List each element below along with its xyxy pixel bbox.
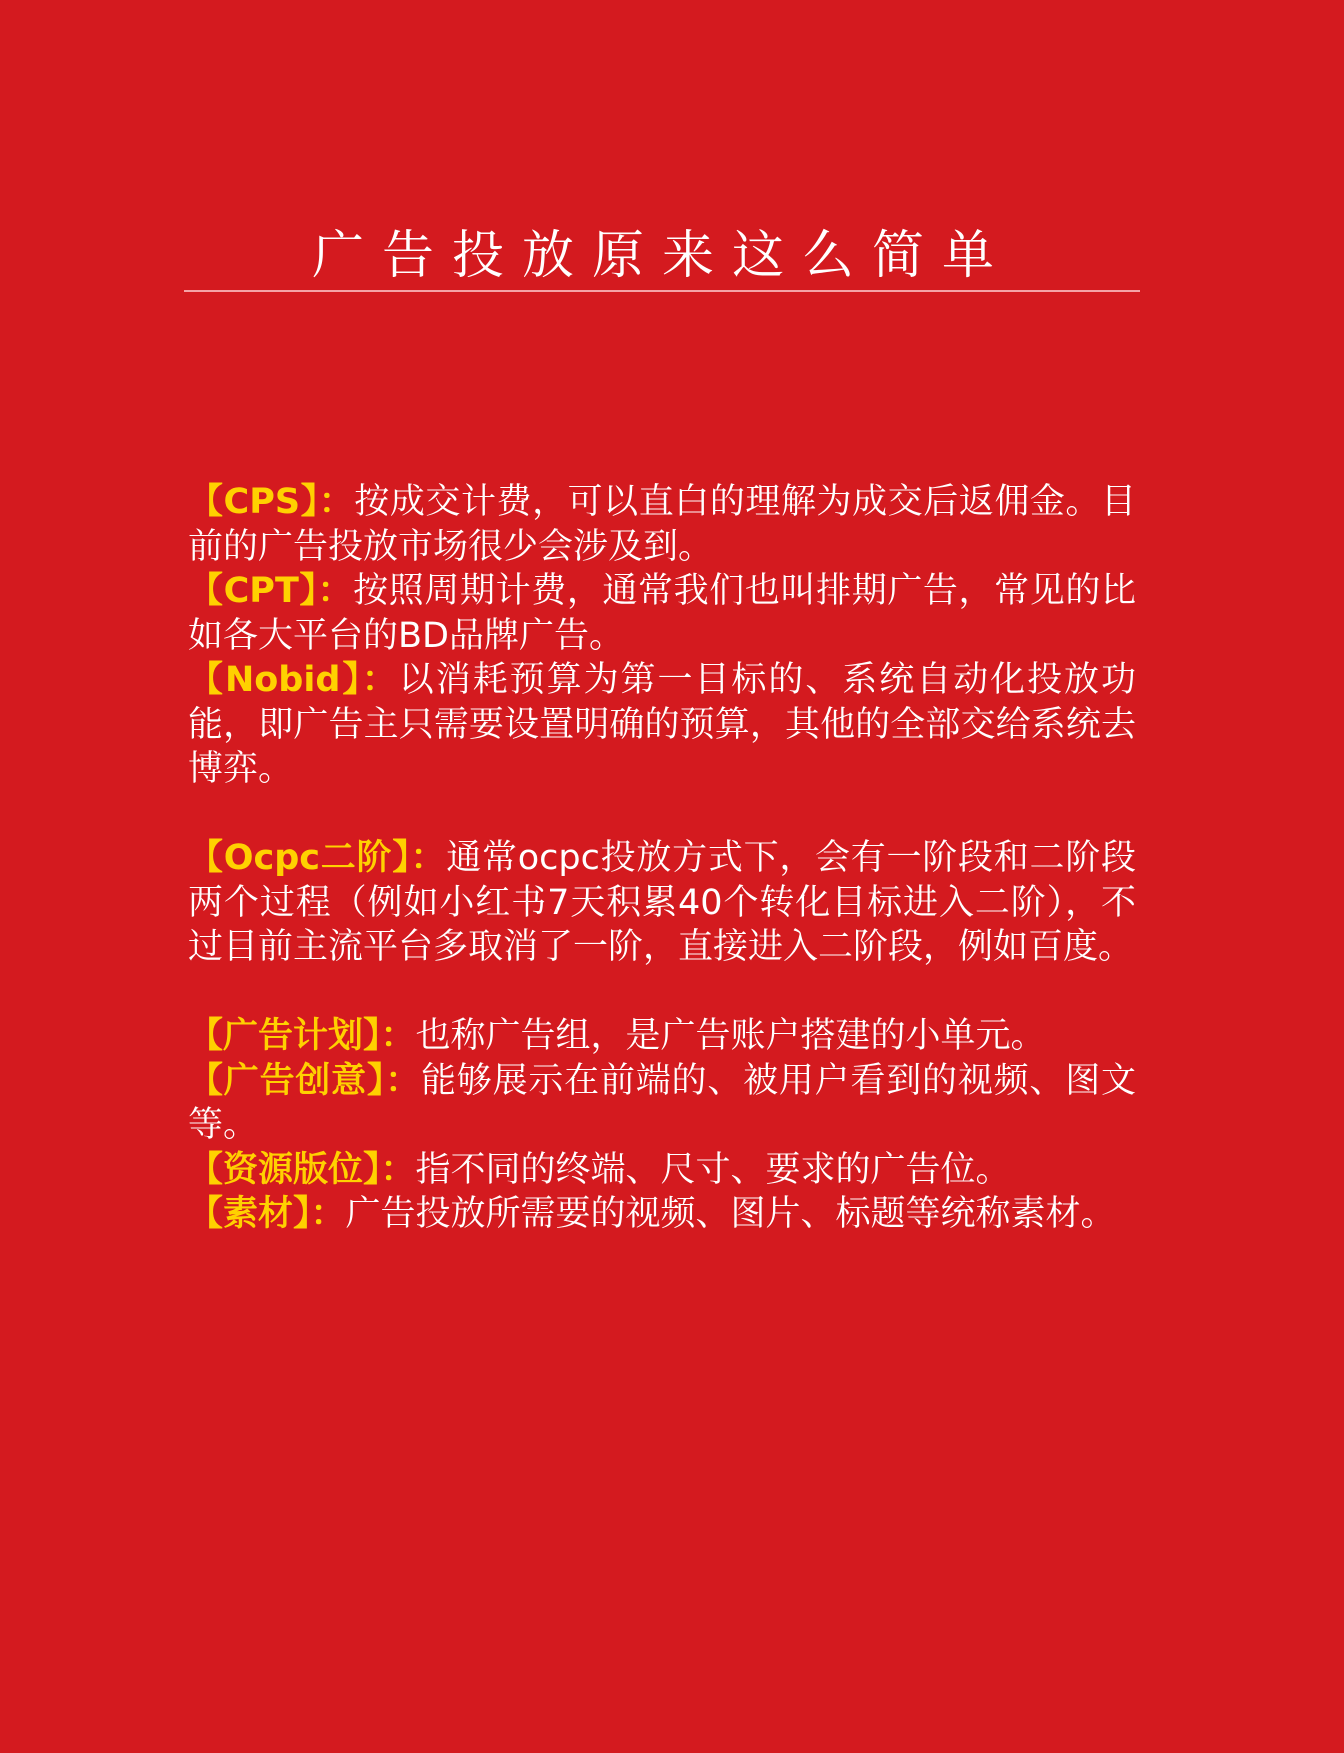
paragraph-gap xyxy=(188,792,1136,837)
term-label: 【广告计划】： xyxy=(188,1016,416,1056)
term-description: 广告投放所需要的视频、图片、标题等统称素材。 xyxy=(345,1194,1116,1234)
page-title: 广告投放原来这么简单 xyxy=(311,226,1012,286)
term-description: 按成交计费，可以直白的理解为成交后返佣金。目前的广告投放市场很少会涉及到。 xyxy=(188,482,1136,567)
term-description: 也称广告组，是广告账户搭建的小单元。 xyxy=(415,1016,1046,1056)
term-label: 【Ocpc二阶】： xyxy=(188,838,447,878)
glossary xyxy=(188,480,1136,1237)
term-description: 通常ocpc投放方式下，会有一阶段和二阶段两个过程（例如小红书7天积累40个转化目标进入二阶），不过目前主流平台多取消了一阶，直接进入二阶段，例如百度。 xyxy=(188,838,1136,967)
term-label: 【资源版位】： xyxy=(188,1149,416,1190)
term-label: 【CPT】： xyxy=(188,571,354,611)
term-description: 能够展示在前端的、被用户看到的视频、图文等。 xyxy=(188,1060,1136,1145)
glossary-entry-cpt xyxy=(188,569,1136,658)
glossary-entry-material xyxy=(188,1192,1136,1237)
term-label: 【Nobid】： xyxy=(188,660,399,700)
glossary-entry-ad-plan xyxy=(188,1014,1136,1059)
term-description: 指不同的终端、尺寸、要求的广告位。 xyxy=(415,1149,1011,1190)
paragraph-gap xyxy=(188,970,1136,1015)
term-description: 按照周期计费，通常我们也叫排期广告，常见的比如各大平台的BD品牌广告。 xyxy=(188,571,1136,656)
term-description: 以消耗预算为第一目标的、系统自动化投放功能，即广告主只需要设置明确的预算，其他的全部交给系统去博弈。 xyxy=(188,660,1136,789)
glossary-entry-cps xyxy=(188,480,1136,569)
term-label: 【素材】： xyxy=(188,1194,346,1234)
title-divider xyxy=(184,290,1140,292)
glossary-entry-placement xyxy=(188,1148,1136,1193)
glossary-entry-nobid xyxy=(188,658,1136,792)
term-label: 【CPS】： xyxy=(188,482,355,522)
glossary-entry-ad-creative xyxy=(188,1059,1136,1148)
term-label: 【广告创意】： xyxy=(188,1060,422,1101)
glossary-entry-ocpc xyxy=(188,836,1136,970)
